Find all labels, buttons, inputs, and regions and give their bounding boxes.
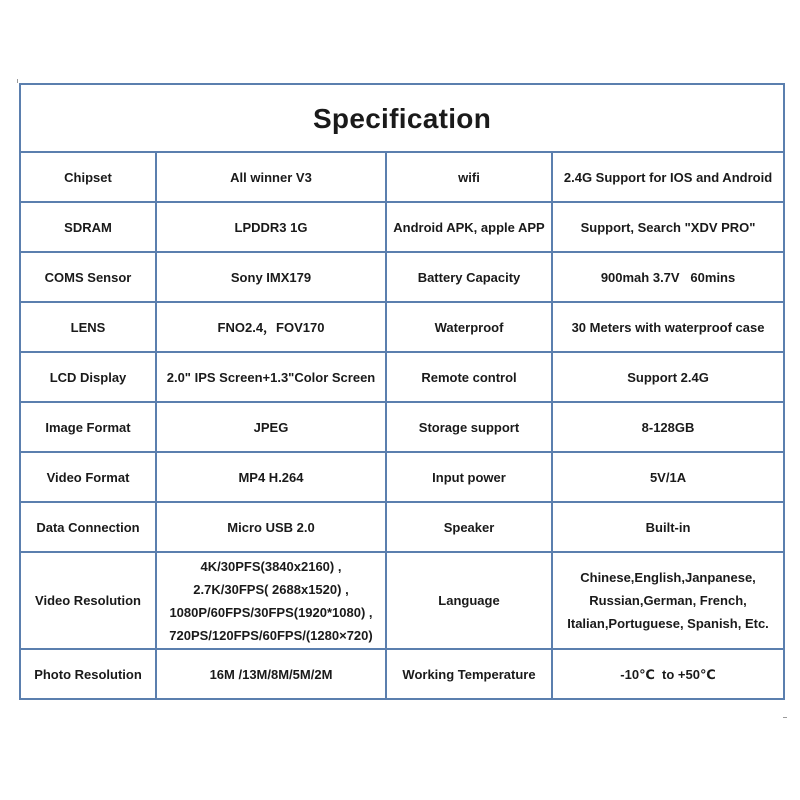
spec-value: 900mah 3.7V 60mins [552, 252, 784, 302]
spec-label: Video Resolution [20, 552, 156, 649]
spec-label: Working Temperature [386, 649, 552, 699]
spec-value: JPEG [156, 402, 386, 452]
corner-mark-bottom-right [783, 717, 787, 718]
spec-label: Photo Resolution [20, 649, 156, 699]
spec-value: 5V/1A [552, 452, 784, 502]
spec-value: FNO2.4，FOV170 [156, 302, 386, 352]
spec-value-language [552, 552, 784, 649]
spec-value: Micro USB 2.0 [156, 502, 386, 552]
spec-label: LENS [20, 302, 156, 352]
spec-label: LCD Display [20, 352, 156, 402]
table-row [20, 502, 784, 552]
spec-label: Battery Capacity [386, 252, 552, 302]
corner-mark-top-left [17, 79, 18, 83]
spec-label: Storage support [386, 402, 552, 452]
table-row [20, 402, 784, 452]
spec-value: 16M /13M/8M/5M/2M [156, 649, 386, 699]
table-row [20, 452, 784, 502]
table-row [20, 252, 784, 302]
spec-value: -10℃ to +50℃ [552, 649, 784, 699]
spec-value: 2.4G Support for IOS and Android [552, 152, 784, 202]
table-row-video-resolution [20, 552, 784, 649]
spec-value: Support, Search "XDV PRO" [552, 202, 784, 252]
spec-label: Waterproof [386, 302, 552, 352]
video-resolution-line: 720PS/120FPS/60FPS/(1280×720) [169, 627, 373, 643]
spec-value: MP4 H.264 [156, 452, 386, 502]
spec-label: Chipset [20, 152, 156, 202]
spec-label: COMS Sensor [20, 252, 156, 302]
spec-label: wifi [386, 152, 552, 202]
language-line: Chinese,English,Janpanese, [580, 570, 756, 585]
spec-label: Video Format [20, 452, 156, 502]
spec-value: All winner V3 [156, 152, 386, 202]
table-row [20, 202, 784, 252]
spec-value: Sony IMX179 [156, 252, 386, 302]
table-row [20, 352, 784, 402]
spec-label: Remote control [386, 352, 552, 402]
spec-label: SDRAM [20, 202, 156, 252]
spec-value: 8-128GB [552, 402, 784, 452]
spec-value: 2.0" IPS Screen+1.3"Color Screen [156, 352, 386, 402]
spec-value: Built-in [552, 502, 784, 552]
spec-label: Speaker [386, 502, 552, 552]
spec-value-video-resolution [156, 552, 386, 649]
spec-label: Language [386, 552, 552, 649]
table-title: Specification [20, 84, 784, 152]
spec-value: Support 2.4G [552, 352, 784, 402]
spec-value: 30 Meters with waterproof case [552, 302, 784, 352]
language-line: Russian,German, French, [589, 593, 747, 608]
table-row-photo-resolution [20, 649, 784, 699]
spec-label: Image Format [20, 402, 156, 452]
spec-label: Data Connection [20, 502, 156, 552]
spec-label: Android APK, apple APP [386, 202, 552, 252]
spec-value: LPDDR3 1G [156, 202, 386, 252]
video-resolution-line: 4K/30PFS(3840x2160) , [200, 558, 342, 574]
video-resolution-line: 1080P/60FPS/30FPS(1920*1080) , [169, 604, 373, 620]
language-line: Italian,Portuguese, Spanish, Etc. [567, 616, 769, 631]
video-resolution-line: 2.7K/30FPS( 2688x1520) , [193, 581, 349, 597]
specification-table [19, 83, 785, 700]
spec-label: Input power [386, 452, 552, 502]
table-row [20, 152, 784, 202]
table-row [20, 302, 784, 352]
